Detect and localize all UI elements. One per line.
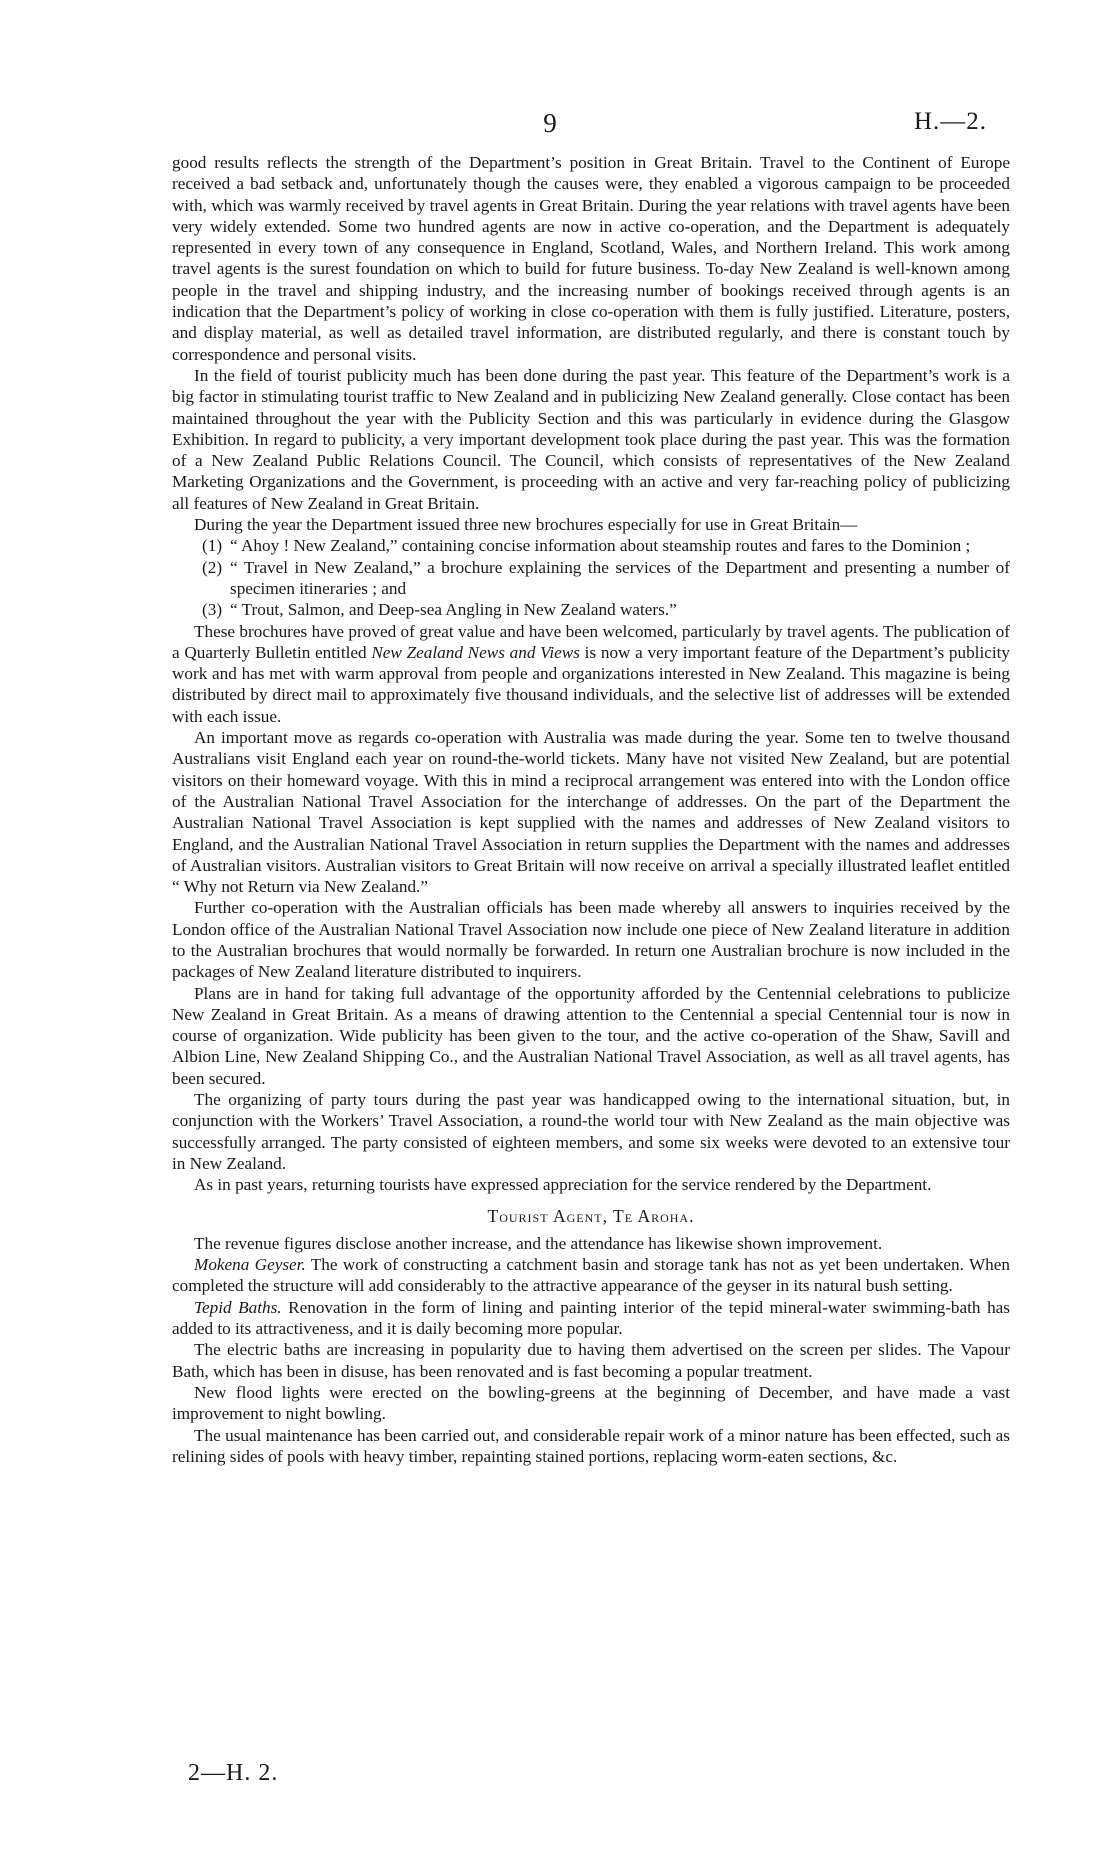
footer-signature: 2—H. 2.	[188, 1760, 279, 1786]
paragraph-maintenance: The usual maintenance has been carried out, and considerable repair work of a minor nature has been effected, such as relining sides of pools with heavy timber, repainting stained portions, replacing worm-eaten sections, &c.	[172, 1425, 1010, 1466]
subheading: Tepid Baths.	[194, 1297, 282, 1317]
paragraph-electric-baths: The electric baths are increasing in popularity due to having them advertised on the screen per slides. The Vapour Bath, which has been in disuse, has been renovated and is fast becoming a popular treatment.	[172, 1340, 1010, 1381]
list-item	[172, 599, 1010, 620]
list-item	[172, 557, 1010, 600]
paragraph-tourist-publicity: In the field of tourist publicity much has been done during the past year. This feature of the Department’s work is a big factor in stimulating tourist traffic to New Zealand and in publicizing New Zealand generally. Close contact has been maintained throughout the year with the Publicity Section and this was particularly in evidence during the Glasgow Exhibition. In regard to publicity, a very important development took place during the past year. This was the formation of a New Zealand Public Relations Council. The Council, which consists of representatives of the New Zealand Marketing Organizations and the Government, is proceeding with an active and very far-reaching policy of publicizing all features of New Zealand in Great Britain.	[172, 365, 1010, 513]
paragraph-text: Renovation in the form of lining and painting interior of the tepid mineral-water swimming-bath has added to its attractiveness, and it is daily becoming more popular.	[172, 1297, 1010, 1339]
paragraph-brochures-value	[172, 621, 1010, 727]
document-body	[172, 152, 1010, 1467]
list-item-number: (2)	[202, 557, 223, 577]
list-item-text: “ Ahoy ! New Zealand,” containing concise information about steamship routes and fares to the Dominion ;	[230, 536, 971, 556]
paragraph-australia: An important move as regards co-operation with Australia was made during the year. Some ten to twelve thousand Australians visit England each year on round-the-world tickets. Many have not visited New Zealand, but are potential visitors on their homeward voyage. With this in mind a reciprocal arrangement was entered into with the London office of the Australian National Travel Association for the interchange of addresses. On the part of the Department the Australian National Travel Association is kept supplied with the names and addresses of New Zealand visitors to England, and the Australian National Travel Association in return supplies the Department with the names and addresses of Australian visitors. Australian visitors to Great Britain will now receive on arrival a specially illustrated leaflet entitled “ Why not Return via New Zealand.”	[172, 728, 1010, 897]
paragraph-revenue: The revenue figures disclose another increase, and the attendance has likewise shown improvement.	[194, 1233, 883, 1253]
list-item	[172, 535, 1010, 556]
list-item-text: “ Trout, Salmon, and Deep-sea Angling in New Zealand waters.”	[230, 600, 677, 620]
paragraph-tepid-baths	[172, 1297, 1010, 1340]
paragraph-appreciation: As in past years, returning tourists have expressed appreciation for the service rendered by the Department.	[194, 1175, 932, 1195]
list-item-number: (3)	[202, 600, 223, 620]
paragraph-further-cooperation: Further co-operation with the Australian officials has been made whereby all answers to inquiries received by the London office of the Australian National Travel Association now include one piece of New Zealand literature in addition to the Australian brochures that would normally be forwarded. In return one Australian brochure is now included in the packages of New Zealand literature distributed to inquirers.	[172, 898, 1010, 982]
page-number: 9	[543, 108, 557, 138]
list-item-number: (1)	[202, 536, 223, 556]
list-item-text: “ Travel in New Zealand,” a brochure explaining the services of the Department and presenting a number of specimen itineraries ; and	[230, 557, 1010, 598]
paragraph-text: The work of constructing a catchment basin and storage tank has not as yet been undertaken. When completed the structure will add considerably to the attractive appearance of the geyser in its natural bush setting.	[172, 1255, 1010, 1296]
subheading: Mokena Geyser.	[194, 1255, 306, 1275]
paragraph-text: These brochures have proved of great value and have been welcomed, particularly by travel agents. The publication of a Quarterly Bulletin entitled	[172, 621, 1010, 662]
section-heading: Tourist Agent, Te Aroha.	[487, 1205, 695, 1226]
paragraph-text: is now a very important feature of the Department’s publicity work and has met with warm approval from people and organizations interested in New Zealand. This magazine is being distributed by direct mail to approximately five thousand individuals, and the selective list of addresses will be extended with each issue.	[172, 642, 1010, 726]
paragraph-mokena-geyser	[172, 1254, 1010, 1297]
paragraph-party-tours: The organizing of party tours during the past year was handicapped owing to the international situation, but, in conjunction with the Workers’ Travel Association, a round-the world tour with New Zealand as the main objective was successfully arranged. The party consisted of eighteen members, and some six weeks were devoted to an extensive tour in New Zealand.	[172, 1090, 1010, 1173]
paragraph-centennial: Plans are in hand for taking full advantage of the opportunity afforded by the Centennial celebrations to publicize New Zealand in Great Britain. As a means of drawing attention to the Centennial a special Centennial tour is now in course of organization. Wide publicity has been given to the tour, and the active co-operation of the Shaw, Savill and Albion Line, New Zealand Shipping Co., and the Australian National Travel Association, as well as all travel agents, has been secured.	[172, 983, 1010, 1088]
paragraph-flood-lights: New flood lights were erected on the bowling-greens at the beginning of December, and have made a vast improvement to night bowling.	[172, 1382, 1010, 1424]
bulletin-title: New Zealand News and Views	[371, 642, 580, 662]
document-reference: H.—2.	[913, 108, 987, 135]
paragraph-brochures-intro: During the year the Department issued three new brochures especially for use in Great Britain—	[194, 515, 858, 535]
paragraph-continued: good results reflects the strength of the Department’s position in Great Britain. Travel to the Continent of Europe received a bad setback and, unfortunately though the causes were, they enabled a vigorous campaign to be proceeded with, which was warmly received by travel agents in Great Britain. During the year relations with travel agents have been very widely extended. Some two hundred agents are now in active co-operation, and the Department is adequately represented in every town of any consequence in England, Scotland, Wales, and Northern Ireland. This work among travel agents is the surest foundation on which to build for future business. To-day New Zealand is well-known among people in the travel and shipping industry, and the increasing number of bookings received through agents is an indication that the Department’s policy of working in close co-operation with them is fully justified. Literature, posters, and display material, as well as detailed travel information, are distributed regularly, and there is constant touch by correspondence and personal visits.	[172, 153, 1010, 364]
brochure-list	[172, 535, 1010, 620]
